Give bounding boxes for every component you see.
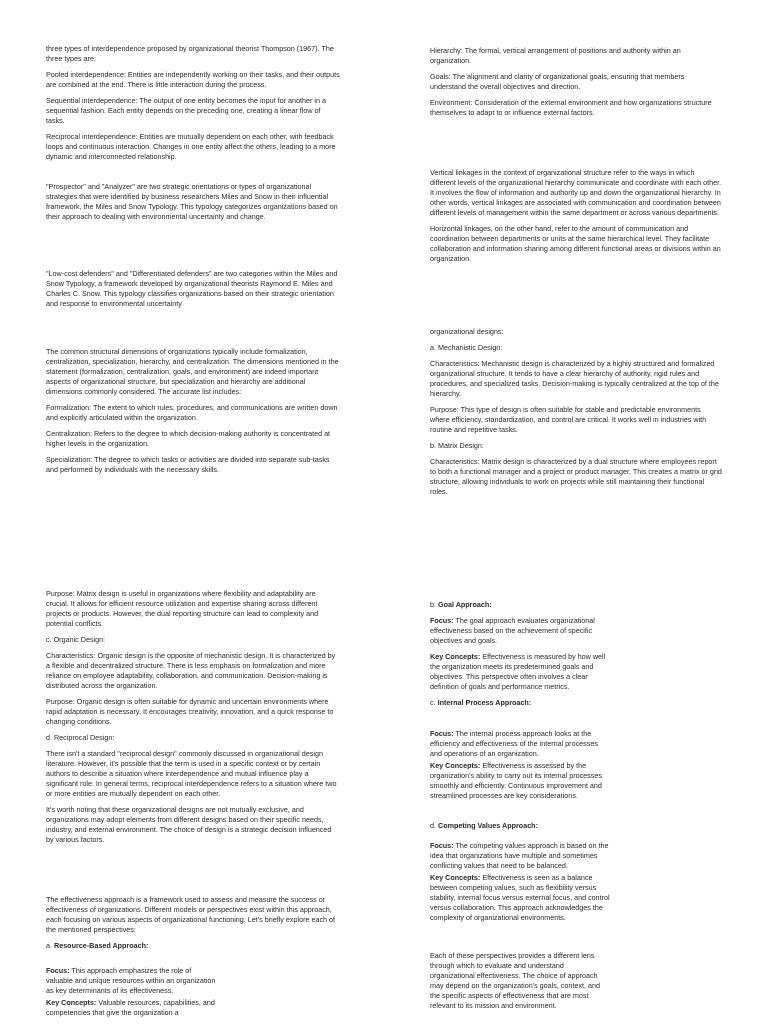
linkages-block (430, 168, 722, 264)
matrix-purpose: Purpose: Matrix design is useful in organizations where flexibility and adaptability are crucial. It allows for efficient resource utilization and expertise sharing across different projects or products. However, the dual reporting structure can lead to complexity and potential conflicts. (46, 589, 319, 628)
competing-values-key-concepts: Key Concepts: Effectiveness is seen as a balance between competing values, such as flexibility versus stability, internal focus versus external focus, and control versus collaboration. This approach acknowledges the complexity of organizational environments. (430, 873, 610, 922)
conclusion-block (430, 951, 610, 1011)
resource-based-label: a. (46, 941, 54, 950)
defenders-block (46, 269, 340, 309)
conclusion-text: Each of these perspectives provides a different lens through which to evaluate and understand organizational effectiveness. The choice of approach may depend on the organization's goals, context, and the specific aspects of effectiveness that are most relevant to its mission and environment. (430, 951, 600, 1010)
mechanistic-heading: a. Mechanistic Design: (430, 343, 503, 352)
internal-process-focus: Focus: The internal process approach looks at the efficiency and effectiveness of the internal processes and operations of an organization. (430, 729, 598, 758)
resource-based-key-concepts: Key Concepts: Valuable resources, capabilities, and competencies that give the organization a (46, 998, 215, 1017)
goals-text: Goals: The alignment and clarity of organizational goals, ensuring that members understand the overall objectives and direction. (430, 72, 685, 91)
internal-process-heading: c. Internal Process Approach: (430, 698, 532, 707)
organic-heading: c. Organic Design: (46, 635, 106, 644)
hierarchy-text: Hierarchy: The formal, vertical arrangement of positions and authority within an organization. (430, 46, 681, 65)
goal-approach-block (430, 600, 610, 708)
mechanistic-characteristics: Characteristics: Mechanistic design is characterized by a highly structured and formalized organizational structure. It tends to have a clear hierarchy of authority, rigid rules and procedures, and specialized tasks. Decision-making is typically centralized at the top of the hierarchy. (430, 359, 719, 398)
organic-characteristics: Characteristics: Organic design is the opposite of mechanistic design. It is characterized by a flexible and decentralized structure. There is less emphasis on formalization and more reliance on employee adaptability, collaboration, and communication. Decision-making is distributed across the organization. (46, 651, 336, 690)
resource-based-details (46, 966, 216, 1018)
reciprocal-design-heading: d. Reciprocal Design: (46, 733, 115, 742)
defenders-text: "Low-cost defenders" and "Differentiated defenders" are two categories within the Miles and Snow Typology, a framework developed by organizational theorists Raymond E. Miles and Charles C. Snow. This typology classifies organizations based on their strategic orientation and response to environmental uncertainty (46, 269, 338, 308)
organic-purpose: Purpose: Organic design is often suitable for dynamic and uncertain environments where rapid adaptation is necessary. It encourages creativity, innovation, and a quick response to changing conditions. (46, 697, 334, 726)
org-designs-heading: organizational designs: (430, 327, 504, 336)
prospector-analyzer-block (46, 182, 340, 222)
resource-based-focus: Focus: This approach emphasizes the role of valuable and unique resources within an organization as key determinants of its effectiveness. (46, 966, 216, 995)
designs-not-exclusive-text: It's worth noting that these organizational designs are not mutually exclusive, and organizations may adopt elements from different designs based on their specific needs, industry, and external environment. The choice of design is a strategic decision influenced by various factors. (46, 805, 332, 844)
horizontal-linkages-text: Horizontal linkages, on the other hand, refer to the amount of communication and coordination between departments or units at the same hierarchical level. They facilitate collaboration and information sharing among different functional areas or divisions within an organization. (430, 224, 721, 263)
reciprocal-design-text: There isn't a standard "reciprocal design" commonly discussed in organizational design literature. However, it's possible that the term is used in a specific context or by certain authors to describe a situation where interdependence and mutual influence play a significant role. In general terms, reciprocal interdependence refers to a situation where two or more entities are mutually dependent on each other. (46, 749, 337, 798)
sequential-interdependence: Sequential interdependence: The output of one entity becomes the input for another in a sequential fashion. Each entity depends on the preceding one, creating a linear flow of tasks. (46, 96, 326, 125)
effectiveness-block (46, 895, 340, 951)
reciprocal-interdependence: Reciprocal interdependence: Entities are mutually dependent on each other, with feedback loops and continuous interaction. Changes in one entity affect the others, leading to a more dynamic and interconnected relationship. (46, 132, 336, 161)
effectiveness-intro: The effectiveness approach is a framework used to assess and measure the success or effectiveness of organizations. Different models or perspectives exist within this approach, each focusing on various aspects of organizational functioning. Let's briefly explore each of the mentioned perspectives: (46, 895, 336, 934)
structural-dimensions-block (46, 347, 340, 475)
interdependence-intro: three types of interdependence proposed by organizational theorist Thompson (1967). The three types are: (46, 44, 334, 63)
matrix-characteristics: Characteristics: Matrix design is characterized by a dual structure where employees report to both a functional manager and a project or product manager. This creates a matrix or grid structure, allowing individuals to work on projects while still maintaining their functional roles. (430, 457, 722, 496)
bottom-left-column (46, 589, 340, 845)
resource-based-title: Resource-Based Approach: (54, 941, 149, 950)
specialization-text: Specialization: The degree to which tasks or activities are divided into separate sub-tasks and performed by individuals with the necessary skills. (46, 455, 330, 474)
internal-process-key-concepts: Key Concepts: Effectiveness is assessed by the organization's ability to carry out its internal processes smoothly and efficiently. Continuous improvement and streamlined processes are key considerations. (430, 761, 602, 800)
key-concepts-label: Key Concepts: (46, 998, 97, 1007)
goal-approach-key-concepts: Key Concepts: Effectiveness is measured by how well the organization meets its predetermined goals and objectives. This perspective often involves a clear definition of goals and performance metrics. (430, 652, 606, 691)
centralization-text: Centralization: Refers to the degree to which decision-making authority is concentrated at higher levels in the organization. (46, 429, 331, 448)
goal-approach-focus: Focus: The goal approach evaluates organizational effectiveness based on the achievement of specific objectives and goals. (430, 616, 595, 645)
competing-values-heading: d. Competing Values Approach: (430, 821, 538, 830)
goal-approach-heading: b. Goal Approach: (430, 600, 492, 609)
mechanistic-purpose: Purpose: This type of design is often suitable for stable and predictable environments where efficiency, standardization, and control are critical. It works well in industries with routine and repetitive tasks. (430, 405, 707, 434)
competing-values-heading-block (430, 821, 610, 831)
resource-based-heading (46, 941, 340, 951)
competing-values-focus: Focus: The competing values approach is based on the idea that organizations have multiple and sometimes conflicting values that need to be balanced. (430, 841, 609, 870)
pooled-interdependence: Pooled interdependence: Entities are independently working on their tasks, and their outputs are combined at the end. There is little interaction during the process. (46, 70, 340, 89)
matrix-heading: b. Matrix Design: (430, 441, 484, 450)
org-designs-block (430, 327, 722, 497)
environment-text: Environment: Consideration of the external environment and how organizations structure themselves to adapt to or influence external factors. (430, 98, 712, 117)
internal-process-details (430, 729, 610, 801)
top-right-column (430, 46, 722, 118)
formalization-text: Formalization: The extent to which rules, procedures, and communications are written down and explicitly articulated within the organization. (46, 403, 338, 422)
vertical-linkages-text: Vertical linkages in the context of organizational structure refer to the ways in which different levels of the organizational hierarchy communicate and coordinate with each other. It involves the flow of information and authority up and down the organizational hierarchy. In other words, vertical linkages are associated with communication and coordination between different levels of management within the same department or across various departments. (430, 168, 722, 217)
competing-values-details (430, 841, 610, 923)
focus-label: Focus: (46, 966, 70, 975)
prospector-analyzer-text: "Prospector" and "Analyzer" are two strategic orientations or types of organizational strategies that were identified by business researchers Miles and Snow in their influential framework, the Miles and Snow Typology. This typology categorizes organizations based on their approach to dealing with environmental uncertainty and change. (46, 182, 338, 221)
structural-dimensions-text: The common structural dimensions of organizations typically include formalization, centralization, specialization, hierarchy, and centralization. The dimensions mentioned in the statement (formalization, centralization, goals, and environment) are indeed important aspects of organizational structure, but specialization and hierarchy are additional dimensions commonly considered. The accurate list includes: (46, 347, 339, 396)
top-left-column (46, 44, 340, 162)
